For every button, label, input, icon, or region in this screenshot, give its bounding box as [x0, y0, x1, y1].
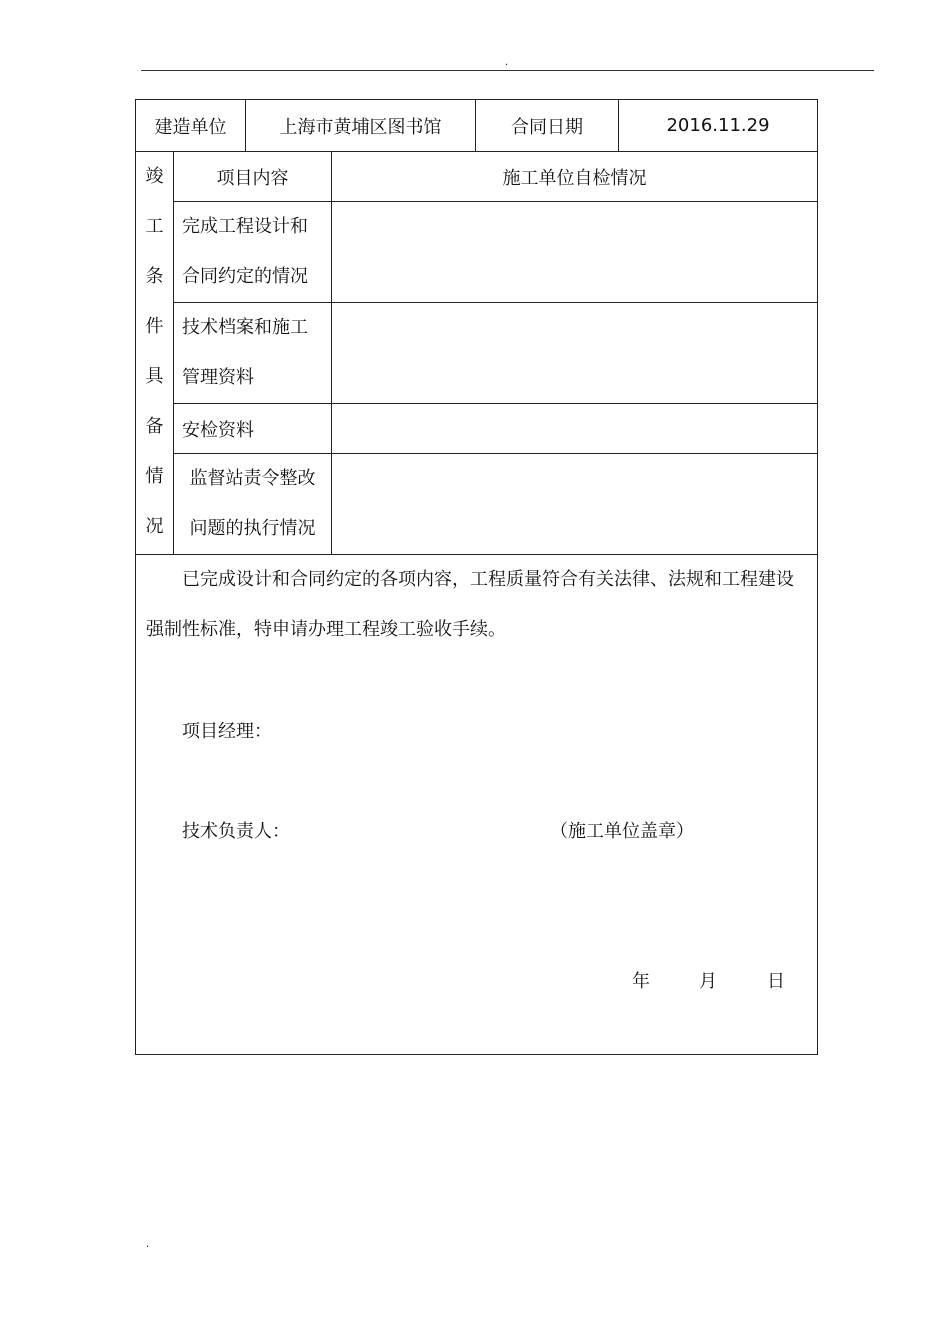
self-check-header: 施工单位自检情况 [332, 152, 818, 202]
column-header-row [136, 152, 818, 202]
item-label-line: 技术档案和施工 [182, 317, 308, 338]
day-label: 日 [767, 971, 785, 992]
item-label-line: 问题的执行情况 [189, 518, 316, 539]
item-label-rectification [174, 454, 332, 555]
header-mark: . [505, 57, 509, 68]
item-label-design-contract [174, 202, 332, 303]
statement-text: 已完成设计和合同约定的各项内容，工程质量符合有关法律、法规和工程建设强制性标准，特申请办理工程竣工验收手续。 [146, 569, 794, 640]
side-label-completion-conditions [136, 152, 174, 555]
unit-value: 上海市黄埔区图书馆 [246, 100, 476, 152]
item-value-technical-archives[interactable] [332, 303, 818, 404]
side-char: 工 [145, 216, 164, 237]
side-char: 况 [145, 516, 164, 537]
item-label-safety-inspection: 安检资料 [174, 404, 332, 454]
header-row [136, 100, 818, 152]
project-manager-label: 项目经理： [182, 721, 272, 742]
statement-cell [136, 555, 818, 1055]
item-value-rectification[interactable] [332, 454, 818, 555]
month-label: 月 [699, 971, 717, 992]
header-rule [141, 70, 874, 71]
seal-label: （施工单位盖章） [550, 821, 694, 842]
item-label-line: 合同约定的情况 [182, 266, 308, 287]
year-label: 年 [632, 971, 650, 992]
item-value-design-contract[interactable] [332, 202, 818, 303]
date-label: 合同日期 [476, 100, 619, 152]
item-label-line: 完成工程设计和 [182, 216, 308, 237]
tech-lead-label: 技术负责人： [182, 821, 290, 842]
date-value: 2016.11.29 [619, 100, 818, 152]
side-char: 备 [145, 416, 164, 437]
item-label-line: 监督站责令整改 [189, 468, 316, 489]
item-label-technical-archives [174, 303, 332, 404]
footer-mark: . [146, 1239, 150, 1250]
side-char: 情 [145, 466, 164, 487]
item-label-line: 管理资料 [182, 367, 254, 388]
side-char: 件 [145, 316, 164, 337]
side-char: 具 [145, 366, 164, 387]
statement-row [136, 555, 818, 1055]
unit-label: 建造单位 [136, 100, 246, 152]
item-content-header: 项目内容 [174, 152, 332, 202]
side-char: 条 [145, 266, 164, 287]
completion-form-table [135, 99, 818, 1055]
item-value-safety-inspection[interactable] [332, 404, 818, 454]
side-char: 竣 [145, 166, 164, 187]
item-row-safety-inspection [136, 404, 818, 454]
